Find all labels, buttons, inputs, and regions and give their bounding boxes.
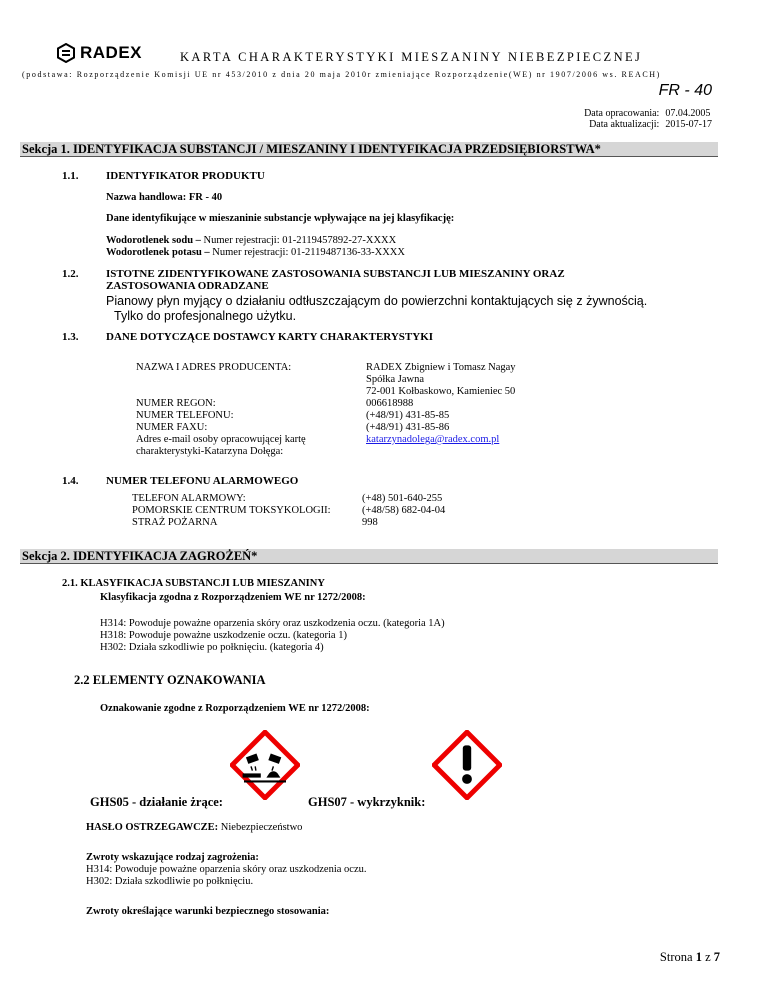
radex-logo: [56, 42, 146, 64]
ident-heading: Dane identyfikujące w mieszaninie substancje wpływające na jej klasyfikację:: [106, 213, 455, 224]
document-title: KARTA CHARAKTERYSTYKI MIESZANINY NIEBEZPIECZNEJ: [180, 50, 643, 64]
h302-class: H302: Działa szkodliwie po połknięciu. (kategoria 4): [100, 642, 324, 653]
fax-label: NUMER FAXU:: [136, 422, 208, 433]
signal-word-line: [86, 822, 302, 834]
alarm-grid: [132, 493, 445, 529]
signal-label: HASŁO OSTRZEGAWCZE:: [86, 822, 219, 833]
s21-title: 2.1. KLASYFIKACJA SUBSTANCJI LUB MIESZANINY: [62, 578, 325, 589]
s13-heading: [62, 331, 433, 343]
hazard-1: H314: Powoduje poważne oparzenia skóry oraz uszkodzenia oczu.: [86, 864, 367, 875]
tox-label: POMORSKIE CENTRUM TOKSYKOLOGII:: [132, 505, 331, 516]
date-created: 07.04.2005: [665, 108, 711, 119]
section2-header: Sekcja 2. IDENTYFIKACJA ZAGROŻEŃ*: [20, 549, 718, 564]
page-current: 1: [695, 950, 702, 964]
email-label-line2: charakterystyki-Katarzyna Dołęga:: [136, 446, 284, 457]
s12-num: 1.2.: [62, 268, 79, 280]
hazard-2: H302: Działa szkodliwie po połknięciu.: [86, 876, 254, 887]
radex-logo-icon: [56, 43, 76, 63]
fire-value: 998: [362, 517, 378, 528]
section1-header: Sekcja 1. IDENTYFIKACJA SUBSTANCJI / MIESZANINY I IDENTYFIKACJA PRZEDSIĘBIORSTWA*: [20, 142, 718, 157]
producer-line3: 72-001 Kołbaskowo, Kamieniec 50: [366, 386, 516, 397]
h318-class: H318: Powoduje poważne uszkodzenie oczu. (kategoria 1): [100, 630, 347, 641]
date-updated-label: Data aktualizacji:: [589, 119, 660, 130]
use-line2: Tylko do profesjonalnego użytku.: [114, 309, 297, 323]
supplier-grid: [136, 362, 516, 458]
substance-1-reg: Numer rejestracji: 01-2119457892-27-XXXX: [203, 235, 397, 246]
regon-label: NUMER REGON:: [136, 398, 216, 409]
s11-heading: [62, 170, 265, 182]
s11-title: IDENTYFIKATOR PRODUKTU: [106, 170, 265, 182]
s11-num: 1.1.: [62, 170, 79, 182]
page-number: [660, 950, 720, 965]
email-label-line1: Adres e-mail osoby opracowującej kartę: [136, 434, 306, 445]
trade-name: Nazwa handlowa: FR - 40: [106, 192, 223, 203]
s12-title-line2: ZASTOSOWANIA ODRADZANE: [106, 280, 269, 292]
label-sub: Oznakowanie zgodne z Rozporządzeniem WE nr 1272/2008:: [100, 703, 370, 714]
s22-title: 2.2 ELEMENTY OZNAKOWANIA: [74, 673, 266, 687]
alarm-value: (+48) 501-640-255: [362, 493, 443, 504]
fax-value: (+48/91) 431-85-86: [366, 422, 450, 433]
hazard-heading: Zwroty wskazujące rodzaj zagrożenia:: [86, 852, 259, 863]
page-prefix: Strona: [659, 950, 693, 964]
s13-num: 1.3.: [62, 331, 79, 343]
email-link[interactable]: katarzynadolega@radex.com.pl: [366, 434, 500, 445]
logo-text: RADEX: [80, 43, 143, 62]
substance-2-reg: Numer rejestracji: 01-2119487136-33-XXXX: [212, 247, 405, 258]
substance-2: [106, 247, 405, 259]
ghs05-corrosion-icon: [230, 730, 300, 800]
h314-class: H314: Powoduje poważne oparzenia skóry oraz uszkodzenia oczu. (kategoria 1A): [100, 618, 445, 629]
s12-heading: [62, 268, 565, 280]
s14-heading: [62, 475, 298, 487]
regon-value: 006618988: [366, 398, 414, 409]
producer-line1: RADEX Zbigniew i Tomasz Nagay: [366, 362, 516, 373]
ghs05-label: GHS05 - działanie żrące:: [90, 795, 223, 809]
substance-1-name: Wodorotlenek sodu –: [106, 235, 201, 246]
substance-2-name: Wodorotlenek potasu –: [106, 247, 210, 258]
substance-1: [106, 235, 396, 247]
s14-num: 1.4.: [62, 475, 79, 487]
date-updated: 2015-07-17: [665, 119, 712, 130]
signal-word: Niebezpieczeństwo: [220, 822, 303, 833]
s12-title-line1: ISTOTNE ZIDENTYFIKOWANE ZASTOSOWANIA SUBSTANCJI LUB MIESZANINY ORAZ: [106, 268, 565, 280]
producer-label: NAZWA I ADRES PRODUCENTA:: [136, 362, 292, 373]
page-sep: z: [705, 950, 711, 964]
s13-title: DANE DOTYCZĄCE DOSTAWCY KARTY CHARAKTERYSTYKI: [106, 331, 434, 343]
legal-basis: (podstawa: Rozporządzenie Komisji UE nr 453/2010 z dnia 20 maja 2010r zmieniające Rozporządzenie(WE) nr 1907/2006 ws. REACH): [22, 70, 661, 79]
phone-value: (+48/91) 431-85-85: [366, 410, 450, 421]
ghs07-label: GHS07 - wykrzyknik:: [308, 795, 426, 809]
date-created-label: Data opracowania:: [584, 108, 660, 119]
precaution-heading: Zwroty określające warunki bezpiecznego stosowania:: [86, 906, 330, 917]
ghs07-exclamation-icon: [432, 730, 502, 800]
product-code: FR - 40: [658, 82, 712, 99]
dates-block: [584, 108, 712, 130]
use-line1: Pianowy płyn myjący o działaniu odtłuszczającym do powierzchni kontaktujących się z żywnością.: [106, 294, 648, 308]
tox-value: (+48/58) 682-04-04: [362, 505, 446, 516]
phone-label: NUMER TELEFONU:: [136, 410, 234, 421]
fire-label: STRAŻ POŻARNA: [132, 517, 218, 528]
page-total: 7: [713, 950, 720, 964]
alarm-label: TELEFON ALARMOWY:: [132, 493, 246, 504]
s21-sub: Klasyfikacja zgodna z Rozporządzeniem WE nr 1272/2008:: [100, 592, 366, 603]
producer-line2: Spółka Jawna: [366, 374, 425, 385]
s14-title: NUMER TELEFONU ALARMOWEGO: [106, 475, 299, 487]
